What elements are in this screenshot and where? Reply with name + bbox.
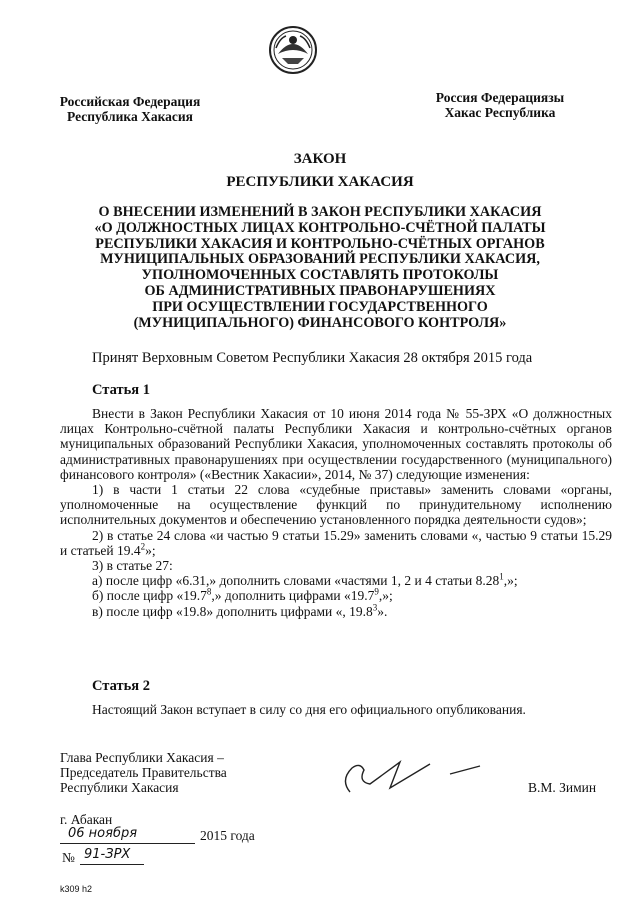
subject-line: О ВНЕСЕНИИ ИЗМЕНЕНИЙ В ЗАКОН РЕСПУБЛИКИ ХАКАСИЯ — [98, 204, 542, 220]
article1-item1: 1) в части 1 статьи 22 слова «судебные приставы» заменить словами «органы, уполномоченные на осуществление функций по принудительному исполнению исполнительных документов и обеспечению установленного порядка деятельности судов»; — [60, 482, 612, 528]
article1-item3: 3) в статье 27: — [92, 558, 173, 574]
item3c-tail: ». — [377, 603, 388, 619]
article2-heading: Статья 2 — [92, 678, 150, 694]
item3c-sup: 3 — [372, 602, 378, 613]
subject-line: ОБ АДМИНИСТРАТИВНЫХ ПРАВОНАРУШЕНИЯХ — [144, 282, 496, 299]
header-left — [30, 94, 230, 124]
subject-line: УПОЛНОМОЧЕННЫХ СОСТАВЛЯТЬ ПРОТОКОЛЫ — [141, 267, 499, 284]
subject-line: МУНИЦИПАЛЬНЫХ ОБРАЗОВАНИЙ РЕСПУБЛИКИ ХАКАСИЯ, — [100, 251, 540, 268]
date-underline — [60, 843, 195, 844]
article1-item3b — [60, 588, 612, 603]
article1-heading: Статья 1 — [92, 382, 150, 398]
subject-line: «О ДОЛЖНОСТНЫХ ЛИЦАХ КОНТРОЛЬНО-СЧЁТНОЙ ПАЛАТЫ — [94, 219, 546, 236]
header-right-line1: Россия Федерациязы — [435, 90, 565, 105]
number-handwritten: 91-ЗРХ — [84, 847, 131, 862]
number-line — [60, 846, 200, 868]
number-underline — [80, 864, 144, 865]
law-title — [0, 148, 640, 194]
item3b-text: б) после цифр «19.7 — [92, 588, 207, 604]
place-city: г. Абакан — [60, 812, 113, 827]
handwritten-signature — [330, 752, 510, 802]
header-right — [400, 90, 600, 120]
article1-item3c — [60, 604, 612, 619]
number-prefix: № — [62, 850, 75, 865]
coat-of-arms-emblem — [268, 24, 318, 76]
adoption-note: Принят Верховным Советом Республики Хакасия 28 октября 2015 года — [92, 350, 533, 366]
position-line1: Глава Республики Хакасия – — [60, 750, 224, 765]
date-year: 2015 года — [200, 828, 255, 843]
signatory-name: В.М. Зимин — [528, 780, 597, 795]
item3a-sup: 1 — [499, 571, 504, 582]
item3a-tail: ,»; — [503, 573, 518, 589]
header-left-line2: Республика Хакасия — [67, 109, 193, 125]
item2-text: 2) в статье 24 слова «и частью 9 статьи 15.29» заменить словами «, частью 9 статьи 15.29 и статьей 19.4 — [60, 527, 612, 558]
law-subject — [40, 205, 600, 331]
title-line1: ЗАКОН — [293, 151, 347, 167]
item2-tail: »; — [145, 542, 156, 558]
subject-line: ПРИ ОСУЩЕСТВЛЕНИИ ГОСУДАРСТВЕННОГО — [152, 298, 488, 315]
header-left-line1: Российская Федерация — [59, 94, 201, 109]
header-right-line2: Хакас Республика — [444, 105, 556, 121]
footer-code: k309 h2 — [60, 884, 93, 894]
article1-item3a — [60, 573, 612, 588]
date-line — [60, 826, 300, 846]
article2-text: Настоящий Закон вступает в силу со дня его официального опубликования. — [92, 702, 526, 717]
subject-line: РЕСПУБЛИКИ ХАКАСИЯ И КОНТРОЛЬНО-СЧЁТНЫХ ОРГАНОВ — [95, 235, 545, 252]
article1-body — [60, 406, 612, 619]
item2-sup: 2 — [140, 541, 146, 552]
title-line2: РЕСПУБЛИКИ ХАКАСИЯ — [226, 174, 414, 190]
article1-intro: Внести в Закон Республики Хакасия от 10 июня 2014 года № 55-ЗРХ «О должностных лицах Контрольно-счётной палаты Республики Хакасия и контрольно-счётных органов муниципальных образований Республики Хакасия, уполномоченных составлять протоколы об административных правонарушениях при осуществлении государственного (муниципального) финансового контроля» («Вестник Хакасии», 2014, № 37) следующие изменения: — [60, 406, 612, 482]
subject-line: (МУНИЦИПАЛЬНОГО) ФИНАНСОВОГО КОНТРОЛЯ» — [133, 314, 507, 331]
position-line2: Председатель Правительства — [60, 765, 227, 781]
item3c-text: в) после цифр «19.8» дополнить цифрами «, 19.8 — [92, 603, 373, 619]
item3b-mid: ,» дополнить цифрами «19.7 — [211, 588, 375, 604]
date-handwritten: 06 ноября — [68, 826, 138, 841]
item3b-sup2: 9 — [374, 586, 379, 597]
item3b-sup1: 8 — [206, 586, 212, 597]
item3b-tail: ,»; — [378, 588, 393, 604]
item3a-text: а) после цифр «6.31,» дополнить словами «частями 1, 2 и 4 статьи 8.28 — [92, 573, 500, 589]
position-line3: Республики Хакасия — [60, 780, 179, 796]
signatory-position — [60, 750, 300, 796]
article1-item2 — [60, 528, 612, 558]
